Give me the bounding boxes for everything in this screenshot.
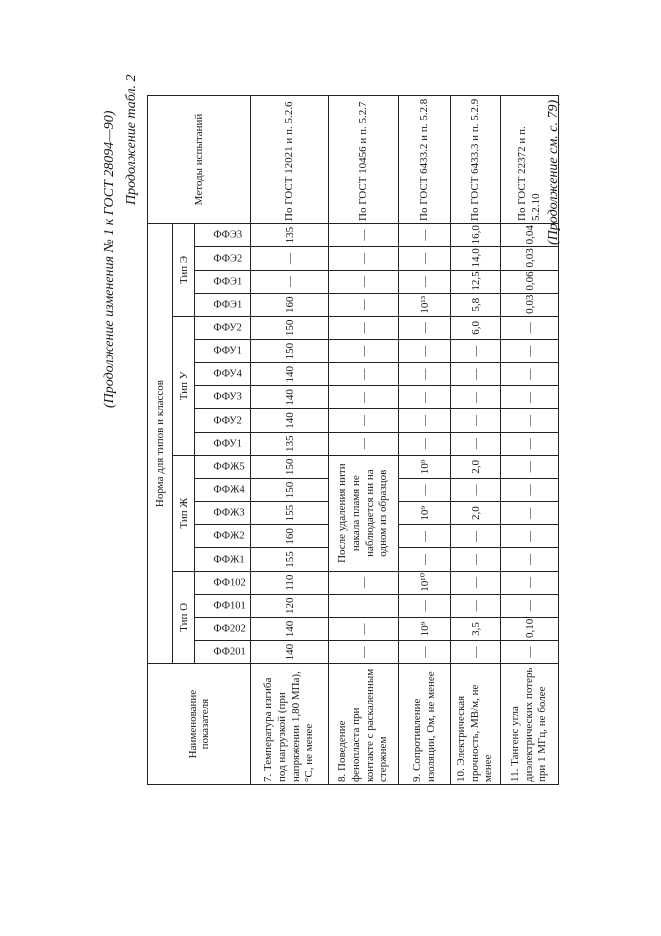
value-cell: — [251, 247, 329, 270]
class-label: ФФ201 [213, 646, 246, 658]
value-cell [329, 594, 399, 617]
value-cell: 150 [251, 478, 329, 501]
value-cell: — [329, 386, 399, 409]
class-header [195, 247, 251, 270]
value-cell: — [501, 363, 559, 386]
value-cell: — [451, 548, 501, 571]
value-cell: — [501, 478, 559, 501]
value-cell: — [399, 363, 451, 386]
value-cell: — [251, 270, 329, 293]
value-cell: — [399, 641, 451, 664]
class-label: ФФЭ1 [213, 299, 243, 311]
merged-note: После удаления нити накала пламя не наблюдается ни на одном из образцов [329, 455, 399, 571]
class-header [195, 455, 251, 478]
class-label: ФФЖ4 [213, 484, 245, 496]
value-cell: 0,04 [501, 223, 559, 246]
type-o-header: Тип О [173, 571, 195, 664]
value-cell: 10⁹ [399, 455, 451, 478]
value-cell: — [451, 478, 501, 501]
value-cell: — [329, 363, 399, 386]
norm-header: Норма для типов и классов [148, 223, 173, 663]
value-cell: 6,0 [451, 316, 501, 339]
class-label: ФФ202 [213, 623, 246, 635]
value-cell: 2,0 [451, 455, 501, 478]
value-cell: — [501, 641, 559, 664]
value-cell: — [451, 363, 501, 386]
value-cell: 140 [251, 617, 329, 640]
class-label: ФФЖ5 [213, 461, 245, 473]
method-cell: По ГОСТ 6433.2 и п. 5.2.8 [399, 96, 451, 224]
value-cell: — [399, 594, 451, 617]
class-header [195, 432, 251, 455]
value-cell: — [399, 386, 451, 409]
value-cell: — [501, 571, 559, 594]
value-cell: — [329, 339, 399, 362]
value-cell: — [329, 571, 399, 594]
value-cell: — [501, 339, 559, 362]
value-cell: 120 [251, 594, 329, 617]
table-row [329, 96, 399, 785]
class-header [195, 316, 251, 339]
value-cell: — [501, 548, 559, 571]
row-name: 7. Температура изгиба под нагрузкой (при напряжении 1,80 МПа), °С, не менее [251, 664, 329, 785]
value-cell: — [399, 409, 451, 432]
value-cell: 0,06 [501, 270, 559, 293]
class-label: ФФЖ2 [213, 530, 245, 542]
row-name: 11. Тангенс угла диэлектрических потерь при 1 МГц, не более [501, 664, 559, 785]
type-u-header: Тип У [173, 316, 195, 455]
methods-header: Методы испытаний [148, 96, 251, 224]
class-label: ФФ101 [213, 600, 246, 612]
continuation-note-rot: (Продолжение изменения № 1 к ГОСТ 28094—90) [102, 110, 117, 408]
value-cell: — [501, 525, 559, 548]
value-cell: — [399, 270, 451, 293]
value-cell: 0,03 [501, 247, 559, 270]
class-header [195, 548, 251, 571]
row-name: 8. Поведение фенопласта при контакте с раскаленным стержнем [329, 664, 399, 785]
class-header [195, 478, 251, 501]
value-cell: — [329, 247, 399, 270]
value-cell: 160 [251, 293, 329, 316]
value-cell: 0,03 [501, 293, 559, 316]
value-cell: 12,5 [451, 270, 501, 293]
class-header [195, 617, 251, 640]
value-cell: 150 [251, 316, 329, 339]
value-cell: — [501, 502, 559, 525]
col-name-header: Наименование показателя [148, 664, 251, 785]
value-cell: 5,8 [451, 293, 501, 316]
value-cell: — [399, 316, 451, 339]
value-cell: — [399, 478, 451, 501]
class-header [195, 571, 251, 594]
value-cell: — [399, 432, 451, 455]
value-cell: — [451, 339, 501, 362]
value-cell: — [329, 223, 399, 246]
value-cell: — [451, 594, 501, 617]
value-cell: 160 [251, 525, 329, 548]
value-cell: — [329, 316, 399, 339]
value-cell: — [399, 223, 451, 246]
class-header [195, 641, 251, 664]
value-cell: 140 [251, 386, 329, 409]
class-label: ФФУ4 [213, 368, 242, 380]
value-cell: — [501, 409, 559, 432]
rotated-table-container [147, 95, 557, 785]
value-cell: 10¹³ [399, 293, 451, 316]
value-cell: — [451, 409, 501, 432]
value-cell: — [329, 432, 399, 455]
class-header [195, 293, 251, 316]
class-label: ФФУ2 [213, 415, 242, 427]
class-label: ФФЖ1 [213, 553, 245, 565]
footer-note: (Продолжение см. с. 79) [546, 99, 561, 245]
class-label: ФФЖ3 [213, 507, 245, 519]
class-label: ФФУ3 [213, 391, 242, 403]
value-cell: — [501, 455, 559, 478]
value-cell: 16,0 [451, 223, 501, 246]
value-cell: 110 [251, 571, 329, 594]
value-cell: 10⁹ [399, 502, 451, 525]
value-cell: — [329, 617, 399, 640]
method-cell: По ГОСТ 6433.3 и п. 5.2.9 [451, 96, 501, 224]
value-cell: — [329, 270, 399, 293]
table-row [251, 96, 329, 785]
class-label: ФФУ1 [213, 345, 242, 357]
value-cell: 10¹⁰ [399, 571, 451, 594]
class-label: ФФЭ2 [213, 252, 243, 264]
properties-table [147, 95, 559, 785]
class-label: ФФЭ3 [213, 229, 243, 241]
value-cell: — [399, 548, 451, 571]
value-cell: — [451, 432, 501, 455]
method-cell: По ГОСТ 10456 и п. 5.2.7 [329, 96, 399, 224]
value-cell: — [399, 525, 451, 548]
class-header [195, 525, 251, 548]
value-cell: — [329, 641, 399, 664]
row-name: 9. Сопротивление изоляции, Ом, не менее [399, 664, 451, 785]
method-cell: По ГОСТ 22372 и п. 5.2.10 [501, 96, 559, 224]
value-cell: 140 [251, 409, 329, 432]
value-cell: — [501, 316, 559, 339]
value-cell: — [501, 594, 559, 617]
value-cell: — [399, 339, 451, 362]
value-cell: — [501, 432, 559, 455]
class-header [195, 223, 251, 246]
value-cell: 0,10 [501, 617, 559, 640]
value-cell: 155 [251, 502, 329, 525]
value-cell: 10⁹ [399, 617, 451, 640]
type-zh-header: Тип Ж [173, 455, 195, 571]
value-cell: 140 [251, 363, 329, 386]
value-cell: — [399, 247, 451, 270]
value-cell: 135 [251, 223, 329, 246]
value-cell: 135 [251, 432, 329, 455]
class-label: ФФУ1 [213, 438, 242, 450]
class-header [195, 409, 251, 432]
value-cell: — [329, 293, 399, 316]
class-label: ФФУ2 [213, 322, 242, 334]
value-cell: 150 [251, 455, 329, 478]
method-cell: По ГОСТ 12021 и п. 5.2.6 [251, 96, 329, 224]
value-cell: — [501, 386, 559, 409]
value-cell: — [451, 641, 501, 664]
class-header [195, 339, 251, 362]
class-header [195, 270, 251, 293]
value-cell: — [329, 409, 399, 432]
class-label: ФФЭ1 [213, 276, 243, 288]
value-cell: — [451, 571, 501, 594]
value-cell: 140 [251, 641, 329, 664]
value-cell: 14,0 [451, 247, 501, 270]
table-row [501, 96, 559, 785]
row-name: 10. Электрическая прочность, МВ/м, не менее [451, 664, 501, 785]
value-cell: 3,5 [451, 617, 501, 640]
class-header [195, 502, 251, 525]
table-continuation: Продолжение табл. 2 [124, 74, 139, 205]
value-cell: 2,0 [451, 502, 501, 525]
class-header [195, 363, 251, 386]
value-cell: — [451, 525, 501, 548]
type-e-header: Тип Э [173, 223, 195, 316]
class-label: ФФ102 [213, 577, 246, 589]
table-row [399, 96, 451, 785]
value-cell: — [451, 386, 501, 409]
value-cell: 155 [251, 548, 329, 571]
value-cell: 150 [251, 339, 329, 362]
class-header [195, 594, 251, 617]
table-row [451, 96, 501, 785]
class-header [195, 386, 251, 409]
